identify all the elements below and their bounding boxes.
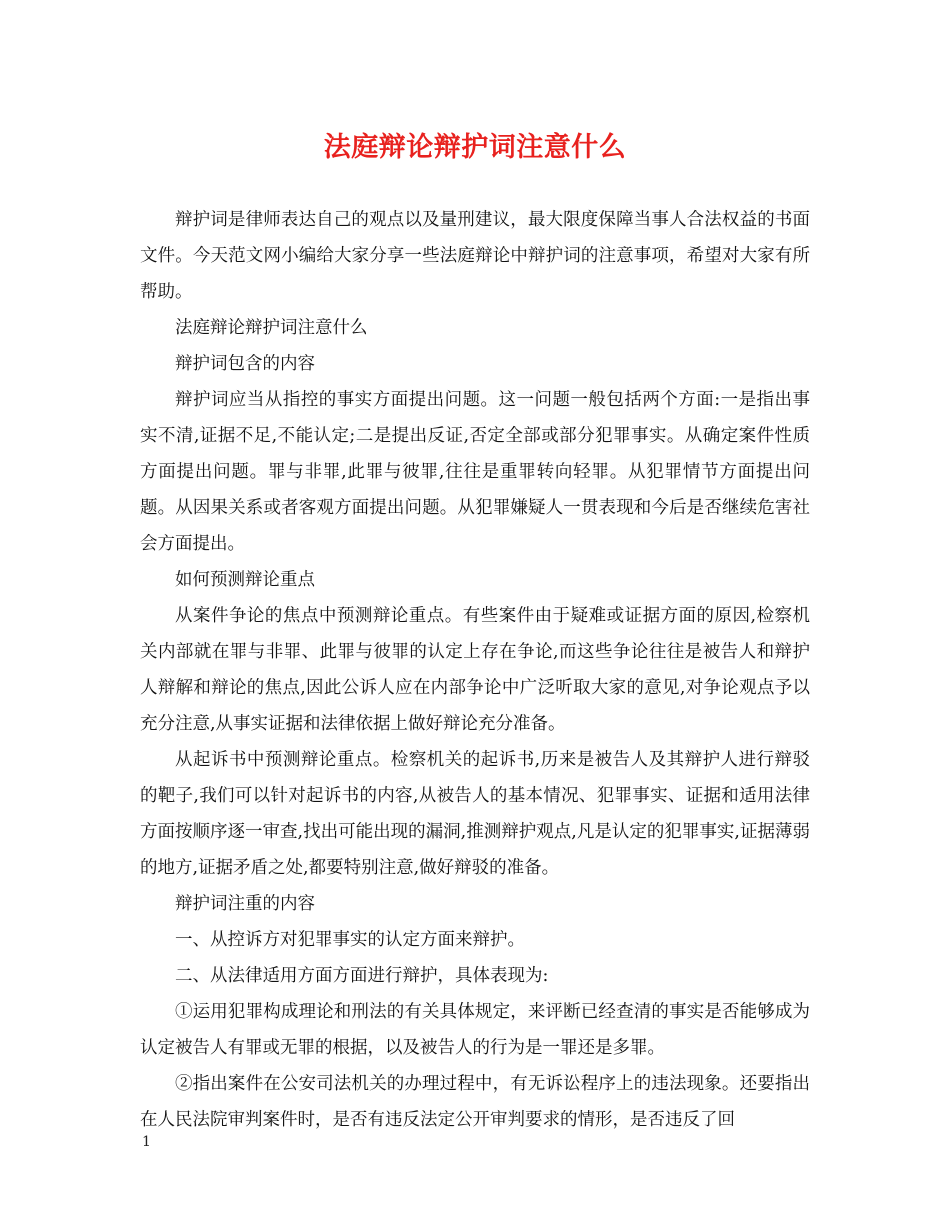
paragraph: 从起诉书中预测辩论重点。检察机关的起诉书,历来是被告人及其辩护人进行辩驳的靶子,我们可以针对起诉书的内容,从被告人的基本情况、犯罪事实、证据和适用法律方面按顺序逐一审查,找出可能出现的漏洞,推测辩护观点,凡是认定的犯罪事实,证据薄弱的地方,证据矛盾之处,都要特别注意,做好辩驳的准备。 — [140, 750, 810, 878]
paragraph: 如何预测辩论重点 — [175, 570, 315, 590]
paragraph: ②指出案件在公安司法机关的办理过程中，有无诉讼程序上的违法现象。还要指出在人民法院审判案件时，是否有违反法定公开审判要求的情形，是否违反了回 — [140, 1074, 810, 1130]
paragraph: 一、从控诉方对犯罪事实的认定方面来辩护。 — [175, 930, 525, 950]
paragraph: 辩护词是律师表达自己的观点以及量刑建议，最大限度保障当事人合法权益的书面文件。今天范文网小编给大家分享一些法庭辩论中辩护词的注意事项，希望对大家有所帮助。 — [140, 210, 810, 302]
paragraph: 法庭辩论辩护词注意什么 — [175, 318, 368, 338]
document-body — [140, 202, 810, 1138]
paragraph: 辩护词注重的内容 — [175, 894, 315, 914]
page-number: 1 — [142, 1134, 151, 1150]
paragraph: 辩护词应当从指控的事实方面提出问题。这一问题一般包括两个方面:一是指出事实不清,证据不足,不能认定;二是提出反证,否定全部或部分犯罪事实。从确定案件性质方面提出问题。罪与非罪,此罪与彼罪,往往是重罪转向轻罪。从犯罪情节方面提出问题。从因果关系或者客观方面提出问题。从犯罪嫌疑人一贯表现和今后是否继续危害社会方面提出。 — [140, 390, 810, 554]
paragraph: 辩护词包含的内容 — [175, 354, 315, 374]
document-title: 法庭辩论辩护词注意什么 — [323, 132, 627, 163]
paragraph: ①运用犯罪构成理论和刑法的有关具体规定，来评断已经查清的事实是否能够成为认定被告人有罪或无罪的根据，以及被告人的行为是一罪还是多罪。 — [140, 1002, 810, 1058]
paragraph: 二、从法律适用方面方面进行辩护，具体表现为: — [175, 966, 549, 986]
paragraph: 从案件争论的焦点中预测辩论重点。有些案件由于疑难或证据方面的原因,检察机关内部就在罪与非罪、此罪与彼罪的认定上存在争论,而这些争论往往是被告人和辩护人辩解和辩论的焦点,因此公诉人应在内部争论中广泛听取大家的意见,对争论观点予以充分注意,从事实证据和法律依据上做好辩论充分准备。 — [140, 606, 810, 734]
